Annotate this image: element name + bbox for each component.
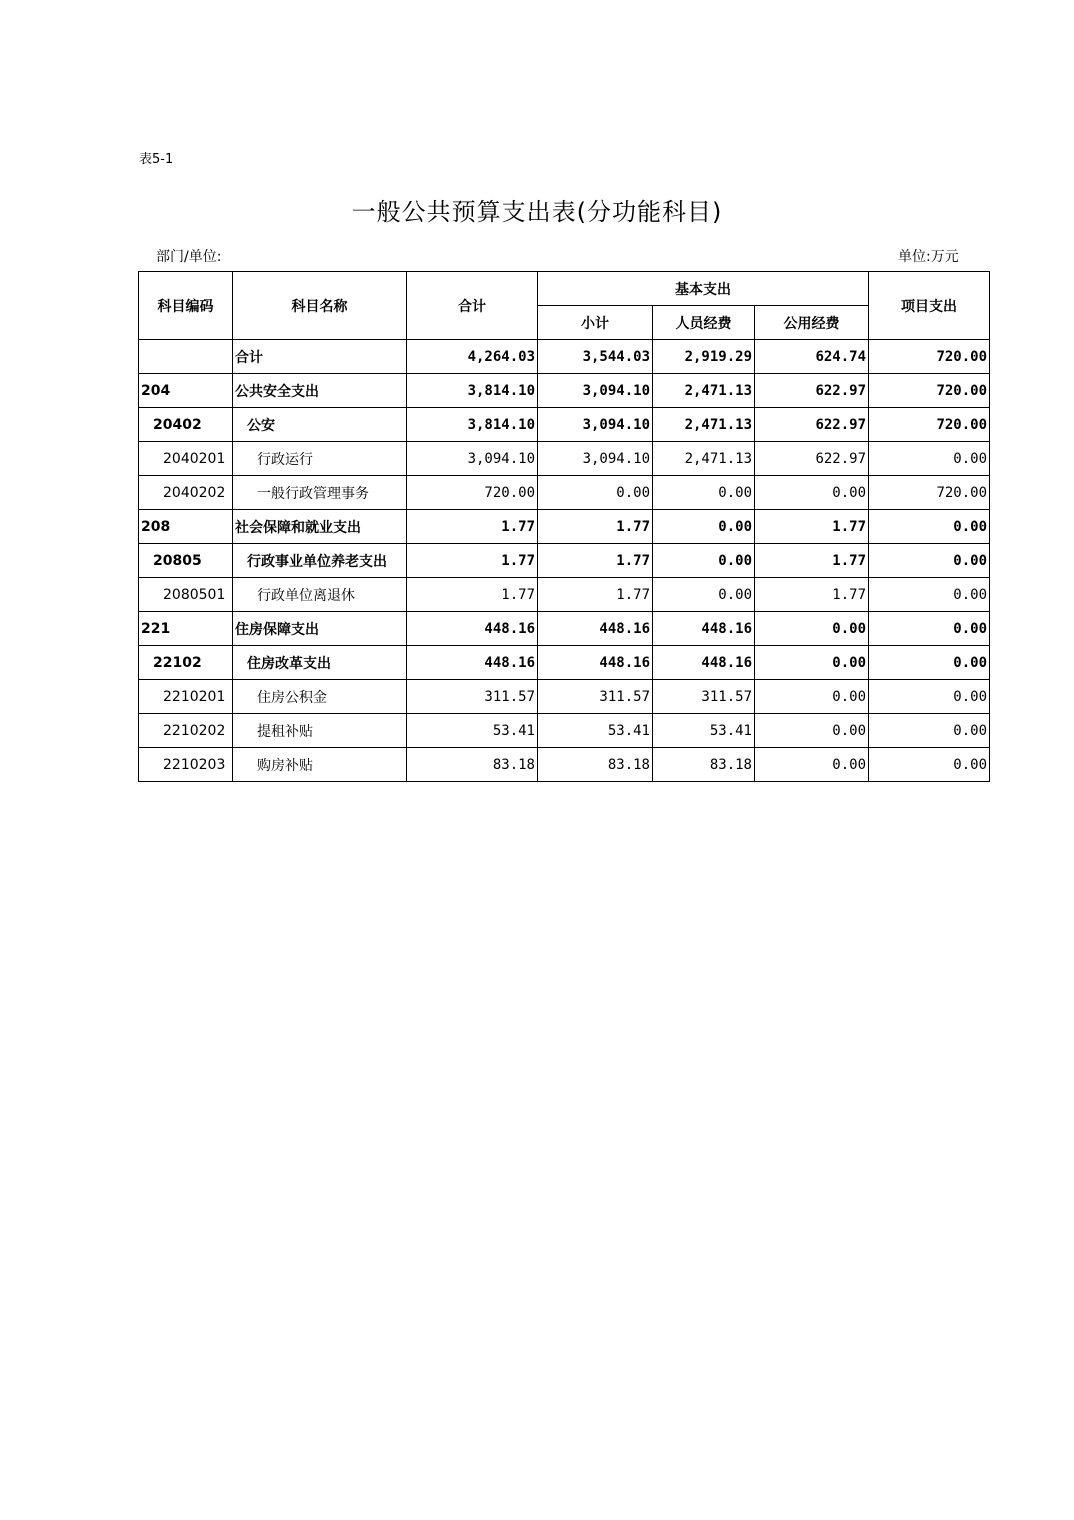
cell-name: 购房补贴 — [233, 748, 407, 782]
cell-subtotal: 3,094.10 — [538, 374, 653, 408]
cell-personnel: 0.00 — [653, 578, 755, 612]
table-row — [139, 748, 990, 782]
cell-total: 53.41 — [407, 714, 538, 748]
cell-total: 448.16 — [407, 612, 538, 646]
unit-label: 单位:万元 — [898, 249, 959, 265]
cell-personnel: 0.00 — [653, 510, 755, 544]
cell-name: 公安 — [233, 408, 407, 442]
header-code: 科目编码 — [139, 272, 233, 340]
header-personnel: 人员经费 — [653, 306, 755, 340]
cell-name: 公共安全支出 — [233, 374, 407, 408]
cell-code: 208 — [139, 510, 233, 544]
table-row — [139, 544, 990, 578]
table-row — [139, 510, 990, 544]
cell-code: 204 — [139, 374, 233, 408]
cell-public: 1.77 — [755, 578, 869, 612]
cell-code: 2210202 — [139, 714, 233, 748]
cell-personnel: 2,471.13 — [653, 374, 755, 408]
table-row — [139, 374, 990, 408]
cell-name: 行政运行 — [233, 442, 407, 476]
cell-public: 0.00 — [755, 612, 869, 646]
cell-code: 20402 — [139, 408, 233, 442]
cell-public: 1.77 — [755, 544, 869, 578]
table-row — [139, 476, 990, 510]
table-row — [139, 646, 990, 680]
table-row — [139, 680, 990, 714]
page-title: 一般公共预算支出表(分功能科目) — [351, 198, 723, 226]
cell-subtotal: 83.18 — [538, 748, 653, 782]
cell-project: 720.00 — [869, 340, 990, 374]
cell-public: 0.00 — [755, 714, 869, 748]
cell-name: 行政事业单位养老支出 — [233, 544, 407, 578]
cell-total: 448.16 — [407, 646, 538, 680]
cell-subtotal: 3,544.03 — [538, 340, 653, 374]
cell-total: 3,814.10 — [407, 408, 538, 442]
cell-code: 2080501 — [139, 578, 233, 612]
cell-subtotal: 0.00 — [538, 476, 653, 510]
cell-personnel: 2,919.29 — [653, 340, 755, 374]
cell-subtotal: 448.16 — [538, 646, 653, 680]
table-number: 表5-1 — [139, 152, 174, 167]
cell-code: 22102 — [139, 646, 233, 680]
cell-personnel: 53.41 — [653, 714, 755, 748]
header-total: 合计 — [407, 272, 538, 340]
cell-code: 221 — [139, 612, 233, 646]
cell-subtotal: 448.16 — [538, 612, 653, 646]
header-name: 科目名称 — [233, 272, 407, 340]
cell-personnel: 2,471.13 — [653, 442, 755, 476]
table-row — [139, 578, 990, 612]
header-row-1 — [139, 272, 990, 306]
cell-total: 720.00 — [407, 476, 538, 510]
cell-code: 2210203 — [139, 748, 233, 782]
cell-public: 624.74 — [755, 340, 869, 374]
cell-total: 83.18 — [407, 748, 538, 782]
header-basic: 基本支出 — [538, 272, 869, 306]
cell-total: 1.77 — [407, 510, 538, 544]
header-project: 项目支出 — [869, 272, 990, 340]
cell-public: 0.00 — [755, 476, 869, 510]
table-row — [139, 714, 990, 748]
header-subtotal: 小计 — [538, 306, 653, 340]
cell-public: 0.00 — [755, 748, 869, 782]
cell-personnel: 0.00 — [653, 544, 755, 578]
cell-subtotal: 1.77 — [538, 578, 653, 612]
cell-code — [139, 340, 233, 374]
cell-total: 3,814.10 — [407, 374, 538, 408]
cell-public: 622.97 — [755, 442, 869, 476]
header-public: 公用经费 — [755, 306, 869, 340]
cell-public: 1.77 — [755, 510, 869, 544]
cell-personnel: 0.00 — [653, 476, 755, 510]
cell-personnel: 448.16 — [653, 612, 755, 646]
cell-name: 社会保障和就业支出 — [233, 510, 407, 544]
department-label: 部门/单位: — [156, 249, 222, 265]
cell-public: 622.97 — [755, 408, 869, 442]
cell-public: 0.00 — [755, 646, 869, 680]
cell-subtotal: 53.41 — [538, 714, 653, 748]
cell-personnel: 448.16 — [653, 646, 755, 680]
cell-project: 0.00 — [869, 578, 990, 612]
cell-subtotal: 3,094.10 — [538, 408, 653, 442]
budget-table — [138, 271, 990, 782]
cell-public: 622.97 — [755, 374, 869, 408]
cell-project: 720.00 — [869, 374, 990, 408]
table-row — [139, 408, 990, 442]
cell-project: 720.00 — [869, 408, 990, 442]
cell-code: 2040201 — [139, 442, 233, 476]
table-row — [139, 442, 990, 476]
cell-code: 2040202 — [139, 476, 233, 510]
cell-project: 0.00 — [869, 680, 990, 714]
cell-name: 行政单位离退休 — [233, 578, 407, 612]
cell-name: 一般行政管理事务 — [233, 476, 407, 510]
cell-name: 合计 — [233, 340, 407, 374]
cell-name: 提租补贴 — [233, 714, 407, 748]
cell-total: 1.77 — [407, 578, 538, 612]
cell-total: 4,264.03 — [407, 340, 538, 374]
cell-name: 住房保障支出 — [233, 612, 407, 646]
cell-total: 1.77 — [407, 544, 538, 578]
cell-subtotal: 1.77 — [538, 510, 653, 544]
cell-project: 0.00 — [869, 612, 990, 646]
cell-subtotal: 1.77 — [538, 544, 653, 578]
cell-personnel: 2,471.13 — [653, 408, 755, 442]
cell-project: 0.00 — [869, 510, 990, 544]
cell-subtotal: 311.57 — [538, 680, 653, 714]
cell-public: 0.00 — [755, 680, 869, 714]
cell-total: 311.57 — [407, 680, 538, 714]
cell-project: 0.00 — [869, 646, 990, 680]
table-row — [139, 340, 990, 374]
cell-name: 住房公积金 — [233, 680, 407, 714]
cell-personnel: 311.57 — [653, 680, 755, 714]
table-row — [139, 612, 990, 646]
cell-name: 住房改革支出 — [233, 646, 407, 680]
cell-project: 0.00 — [869, 442, 990, 476]
cell-personnel: 83.18 — [653, 748, 755, 782]
cell-project: 0.00 — [869, 714, 990, 748]
cell-project: 0.00 — [869, 544, 990, 578]
cell-total: 3,094.10 — [407, 442, 538, 476]
cell-project: 720.00 — [869, 476, 990, 510]
cell-code: 2210201 — [139, 680, 233, 714]
cell-subtotal: 3,094.10 — [538, 442, 653, 476]
cell-project: 0.00 — [869, 748, 990, 782]
cell-code: 20805 — [139, 544, 233, 578]
